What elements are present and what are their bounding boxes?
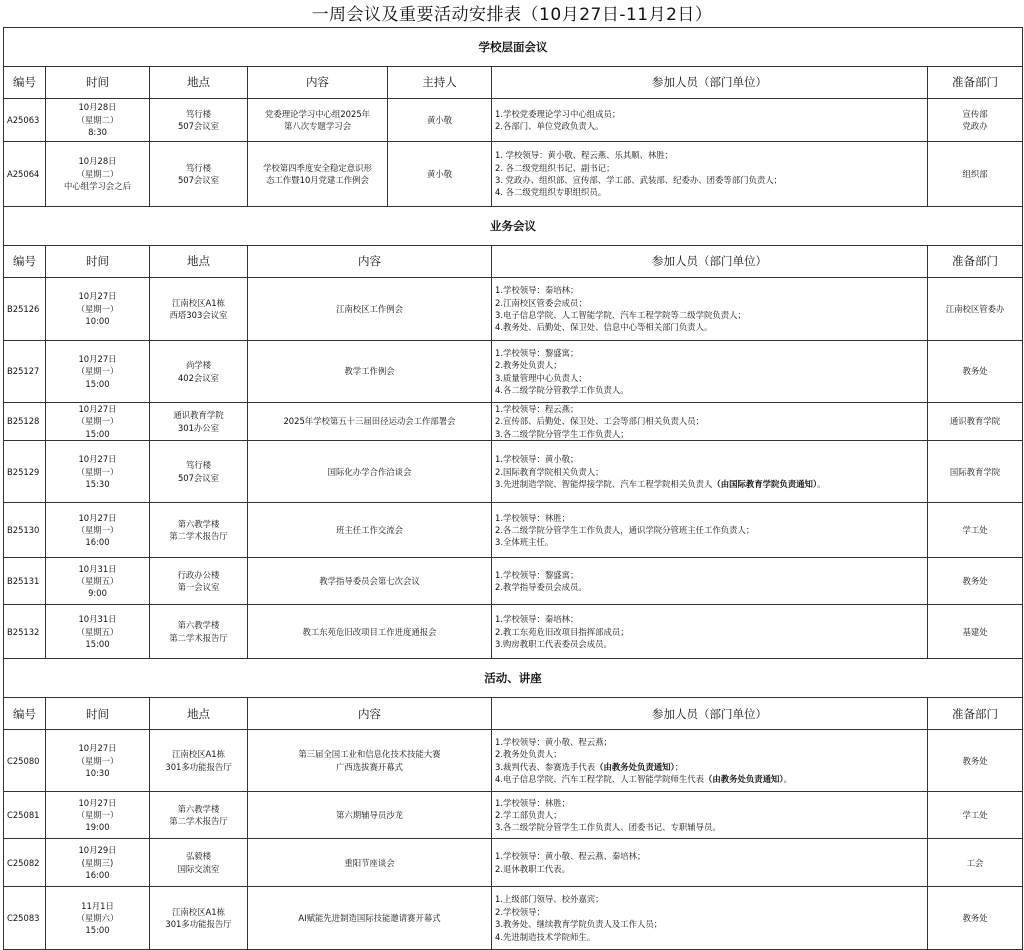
- dept-line: 宣传部: [962, 108, 988, 119]
- meeting-attendees: [492, 142, 928, 207]
- attendee-line: 1.学校领导：黄小敬、程云燕、秦培林；: [495, 851, 646, 862]
- column-header-content: 内容: [248, 67, 388, 99]
- time-line: （星期一）: [76, 303, 119, 314]
- preparing-department: [928, 441, 1023, 503]
- dept-line: 基建处: [962, 626, 988, 637]
- meeting-content: [248, 887, 492, 950]
- meeting-id: A25063: [4, 99, 46, 142]
- dept-line: 通识教育学院: [949, 416, 1001, 427]
- attendee-line: 4.各二级学院分管教学工作负责人。: [495, 384, 629, 395]
- content-line: 教工东苑危旧改项目工作进度通报会: [302, 626, 437, 637]
- meeting-place: [150, 441, 248, 503]
- table-row: [4, 605, 1023, 659]
- time-line: 10月27日: [78, 404, 117, 414]
- meeting-time: [46, 558, 150, 605]
- content-line: AI赋能先进制造国际技能邀请赛开幕式: [298, 913, 441, 924]
- attendee-line: 2.各部门、单位党政负责人。: [495, 121, 604, 131]
- meeting-attendees: [492, 792, 928, 839]
- time-line: 10月31日: [78, 614, 117, 625]
- column-header-row: [4, 698, 1023, 730]
- column-header-time: 时间: [46, 67, 150, 99]
- preparing-department: [928, 558, 1023, 605]
- meeting-attendees: [492, 341, 928, 403]
- time-line: 10月27日: [78, 743, 117, 754]
- dept-line: 工会: [966, 857, 984, 868]
- time-line: 10月27日: [78, 291, 117, 302]
- meeting-place: [150, 792, 248, 839]
- meeting-time: [46, 605, 150, 659]
- table-row: [4, 403, 1023, 441]
- attendee-line: 3.先进制造学院、智能焊接学院、汽车工程学院相关负责人（由国际教育学院负责通知）。: [495, 478, 826, 489]
- preparing-department: [928, 99, 1023, 142]
- attendee-line: 2.教务处负责人；: [495, 360, 562, 371]
- table-row: [4, 503, 1023, 558]
- content-line: 广西选拔赛开幕式: [336, 761, 403, 772]
- content-line: 第六期辅导员沙龙: [336, 810, 403, 821]
- meeting-time: [46, 839, 150, 887]
- meeting-place: [150, 730, 248, 792]
- content-line: 教学指导委员会第七次会议: [319, 576, 420, 587]
- place-line: 笃行楼: [185, 108, 212, 119]
- attendee-line: 1.学校领导：黄小敬；: [495, 454, 579, 465]
- attendee-line: 3.购房教职工代表委员会成员。: [495, 638, 612, 649]
- attendee-line: 1.上级部门领导、校外嘉宾；: [495, 894, 604, 905]
- attendee-line: 2.学工部负责人；: [495, 810, 562, 821]
- dept-line: 国际教育学院: [949, 466, 1001, 477]
- column-header-content: 内容: [248, 246, 492, 278]
- meeting-attendees: [492, 839, 928, 887]
- time-line: 10月28日: [78, 156, 117, 167]
- dept-line: 江南校区管委办: [945, 303, 1005, 314]
- meeting-place: [150, 558, 248, 605]
- attendee-line: 3.各二级学院分管学生工作负责人；: [495, 428, 629, 439]
- content-line: 重阳节座谈会: [344, 857, 395, 868]
- time-line: 10月31日: [78, 563, 117, 574]
- time-line: 10月27日: [78, 797, 117, 808]
- preparing-department: [928, 839, 1023, 887]
- time-line: （星期五）: [76, 626, 119, 637]
- time-line: （星期二）: [76, 114, 119, 125]
- attendee-line: 3.全体班主任。: [495, 537, 554, 548]
- attendee-line: 1.学校领导：秦培林；: [495, 285, 579, 296]
- time-line: （星期一）: [76, 416, 119, 427]
- time-line: 19:00: [85, 822, 110, 833]
- preparing-department: [928, 341, 1023, 403]
- column-header-id: 编号: [4, 67, 46, 99]
- content-line: 江南校区工作例会: [336, 303, 403, 314]
- time-line: 10月27日: [78, 454, 117, 465]
- column-header-time: 时间: [46, 698, 150, 730]
- attendee-line: 3.教务处、继续教育学院负责人及工作人员；: [495, 919, 663, 930]
- column-header-id: 编号: [4, 246, 46, 278]
- meeting-id: A25064: [4, 142, 46, 207]
- time-line: （星期一）: [76, 810, 119, 821]
- attendee-line: 1.学校党委理论学习中心组成员；: [495, 108, 621, 119]
- meeting-id: B25129: [4, 441, 46, 503]
- attendee-line: 2.江南校区管委会成员；: [495, 297, 587, 308]
- content-line: 态工作暨10月党建工作例会: [266, 175, 369, 185]
- meeting-content: [248, 142, 388, 207]
- meeting-attendees: [492, 887, 928, 950]
- place-line: 301办公室: [177, 422, 220, 433]
- content-line: 第八次专题学习会: [284, 121, 351, 131]
- meeting-id: B25128: [4, 403, 46, 441]
- meeting-content: [248, 341, 492, 403]
- section-title: 业务会议: [4, 207, 1023, 246]
- time-line: （星期一）: [76, 466, 119, 477]
- place-line: 西塔303会议室: [169, 310, 228, 320]
- meeting-time: [46, 278, 150, 341]
- preparing-department: [928, 887, 1023, 950]
- time-line: 10月28日: [78, 102, 117, 113]
- table-row: [4, 441, 1023, 503]
- column-header-content: 内容: [248, 698, 492, 730]
- time-line: 15:00: [85, 428, 110, 439]
- table-row: [4, 730, 1023, 792]
- meeting-time: [46, 142, 150, 207]
- meeting-place: [150, 99, 248, 142]
- meeting-host: 黄小敬: [388, 99, 492, 142]
- meeting-attendees: [492, 503, 928, 558]
- dept-line: 教务处: [962, 913, 988, 924]
- meeting-content: [248, 839, 492, 887]
- attendee-line: 2.教学指导委员会成员。: [495, 582, 587, 593]
- place-line: 第一会议室: [177, 582, 220, 593]
- attendee-line: 1.学校领导：林胜；: [495, 797, 570, 808]
- column-header-attendees: 参加人员（部门单位）: [492, 246, 928, 278]
- attendee-line: 2.各二级学院分管学生工作负责人，通识学院分管班主任工作负责人；: [495, 525, 755, 536]
- place-line: 笃行楼: [185, 460, 212, 471]
- place-line: 402会议室: [177, 372, 220, 383]
- attendee-line: 1.学校领导：黎盛寓；: [495, 569, 579, 580]
- time-line: 10:30: [85, 767, 110, 778]
- time-line: 15:00: [85, 378, 110, 389]
- section-header-row: [4, 28, 1023, 67]
- preparing-department: [928, 278, 1023, 341]
- preparing-department: [928, 142, 1023, 207]
- preparing-department: [928, 403, 1023, 441]
- attendee-line: 2. 各二级党组织书记、副书记；: [495, 162, 615, 173]
- meeting-place: [150, 839, 248, 887]
- meeting-content: [248, 403, 492, 441]
- place-line: 301多功能报告厅: [165, 761, 232, 772]
- column-header-place: 地点: [150, 246, 248, 278]
- time-line: （星期二）: [76, 168, 119, 179]
- meeting-attendees: [492, 99, 928, 142]
- preparing-department: [928, 792, 1023, 839]
- attendee-line: 4.先进制造技术学院师生。: [495, 931, 596, 942]
- content-line: 第三届全国工业和信息化技术技能大赛: [298, 749, 441, 760]
- meeting-place: [150, 605, 248, 659]
- time-line: 10月29日: [78, 845, 117, 856]
- time-line: 15:30: [85, 478, 110, 489]
- time-line: （星期一）: [76, 755, 119, 766]
- attendee-line: 1.学校领导：黄小敬、程云燕；: [495, 736, 612, 747]
- content-line: 2025年学校第五十三届田径运动会工作部署会: [283, 416, 456, 427]
- meeting-time: [46, 792, 150, 839]
- attendee-line: 2.学校领导；: [495, 906, 545, 917]
- schedule-table: [3, 27, 1023, 950]
- time-line: 15:00: [85, 925, 110, 936]
- dept-line: 教务处: [962, 755, 988, 766]
- content-line: 学校第四季度安全稳定意识形: [263, 162, 372, 173]
- dept-line: 教务处: [962, 366, 988, 377]
- meeting-time: [46, 730, 150, 792]
- place-line: 江南校区A1栋: [172, 297, 225, 308]
- meeting-attendees: [492, 278, 928, 341]
- table-row: [4, 558, 1023, 605]
- place-line: 第六教学楼: [177, 518, 220, 529]
- attendee-line: 1.学校领导：林胜；: [495, 512, 570, 523]
- time-line: 16:00: [85, 869, 110, 880]
- column-header-place: 地点: [150, 698, 248, 730]
- time-line: 10月27日: [78, 353, 117, 364]
- time-line: 10:00: [85, 316, 110, 327]
- time-line: （星期一）: [76, 366, 119, 377]
- meeting-place: [150, 341, 248, 403]
- place-line: 第六教学楼: [177, 803, 220, 814]
- attendee-line: 3. 党政办、组织部、宣传部、学工部、武装部、纪委办、团委等部门负责人；: [495, 175, 783, 185]
- attendee-line: 1.学校领导：秦培林；: [495, 614, 579, 625]
- place-line: 507会议室: [177, 121, 220, 131]
- meeting-attendees: [492, 403, 928, 441]
- attendee-line: 1.学校领导：黎盛寓；: [495, 347, 579, 358]
- meeting-attendees: [492, 558, 928, 605]
- table-row: [4, 839, 1023, 887]
- attendee-line: 1.学校领导：程云燕；: [495, 404, 579, 414]
- column-header-id: 编号: [4, 698, 46, 730]
- meeting-content: [248, 558, 492, 605]
- attendee-line: 2.退休教职工代表。: [495, 863, 570, 874]
- meeting-time: [46, 341, 150, 403]
- attendee-line: 1. 学校领导：黄小敬、程云燕、乐其顺、林胜；: [495, 150, 674, 161]
- place-line: 江南校区A1栋: [172, 906, 225, 917]
- meeting-content: [248, 99, 388, 142]
- dept-line: 学工处: [962, 810, 988, 821]
- column-header-dept: 准备部门: [928, 67, 1023, 99]
- place-line: 弘毅楼: [185, 851, 212, 862]
- section-header-row: [4, 659, 1023, 698]
- time-line: 10月27日: [78, 512, 117, 523]
- meeting-content: [248, 503, 492, 558]
- meeting-time: [46, 99, 150, 142]
- meeting-content: [248, 792, 492, 839]
- meeting-id: C25081: [4, 792, 46, 839]
- section-header-row: [4, 207, 1023, 246]
- document-title: 一周会议及重要活动安排表（10月27日-11月2日）: [311, 5, 713, 25]
- content-line: 班主任工作交流会: [336, 525, 403, 536]
- place-line: 第二学术报告厅: [169, 816, 228, 827]
- attendee-line: 2.国际教育学院相关负责人；: [495, 466, 604, 477]
- dept-line: 教务处: [962, 576, 988, 587]
- table-row: [4, 341, 1023, 403]
- meeting-id: C25082: [4, 839, 46, 887]
- meeting-id: C25083: [4, 887, 46, 950]
- table-row: [4, 142, 1023, 207]
- content-line: 教学工作例会: [344, 366, 395, 377]
- dept-line: 组织部: [962, 168, 988, 179]
- place-line: 通识教育学院: [173, 410, 224, 421]
- meeting-id: B25126: [4, 278, 46, 341]
- attendee-line: 4. 各二级党组织专职组织员。: [495, 187, 607, 198]
- meeting-time: [46, 503, 150, 558]
- time-line: 16:00: [85, 537, 110, 548]
- place-line: 301多功能报告厅: [165, 919, 232, 930]
- attendee-line: 2.宣传部、后勤处、保卫处、工会等部门相关负责人员；: [495, 416, 704, 427]
- time-line: (星期三): [81, 857, 114, 868]
- section-title: 活动、讲座: [4, 659, 1023, 698]
- column-header-row: [4, 67, 1023, 99]
- meeting-content: [248, 278, 492, 341]
- content-line: 党委理论学习中心组2025年: [264, 108, 371, 119]
- attendee-line: 3.各二级学院分管学生工作负责人、团委书记、专职辅导员。: [495, 822, 721, 833]
- place-line: 行政办公楼: [177, 569, 220, 580]
- column-header-dept: 准备部门: [928, 698, 1023, 730]
- attendee-line: 4.电子信息学院、汽车工程学院、人工智能学院师生代表（由教务处负责通知）。: [495, 774, 792, 785]
- time-line: 8:30: [88, 127, 107, 138]
- attendee-line: 3.质量管理中心负责人；: [495, 372, 587, 383]
- column-header-dept: 准备部门: [928, 246, 1023, 278]
- meeting-attendees: [492, 441, 928, 503]
- column-header-host: 主持人: [388, 67, 492, 99]
- meeting-attendees: [492, 605, 928, 659]
- notice-emphasis: （由国际教育学院负责通知）: [712, 478, 818, 489]
- column-header-attendees: 参加人员（部门单位）: [492, 67, 928, 99]
- place-line: 尚学楼: [185, 360, 212, 371]
- time-line: 15:00: [85, 638, 110, 649]
- attendee-line: 2.教务处负责人；: [495, 749, 562, 760]
- time-line: 9:00: [88, 588, 107, 599]
- time-line: 中心组学习会之后: [64, 181, 131, 192]
- time-line: 11月1日: [81, 900, 114, 911]
- column-header-time: 时间: [46, 246, 150, 278]
- meeting-time: [46, 441, 150, 503]
- place-line: 第二学术报告厅: [169, 632, 228, 643]
- meeting-content: [248, 441, 492, 503]
- meeting-id: B25132: [4, 605, 46, 659]
- meeting-time: [46, 887, 150, 950]
- meeting-host: 黄小敬: [388, 142, 492, 207]
- meeting-id: C25080: [4, 730, 46, 792]
- content-line: 国际化办学合作洽谈会: [327, 466, 412, 477]
- meeting-time: [46, 403, 150, 441]
- meeting-place: [150, 278, 248, 341]
- table-row: [4, 792, 1023, 839]
- column-header-attendees: 参加人员（部门单位）: [492, 698, 928, 730]
- place-line: 国际交流室: [177, 863, 220, 874]
- meeting-id: B25127: [4, 341, 46, 403]
- place-line: 江南校区A1栋: [172, 749, 225, 760]
- table-row: [4, 887, 1023, 950]
- time-line: （星期五）: [76, 576, 119, 587]
- table-row: [4, 99, 1023, 142]
- place-line: 第六教学楼: [177, 620, 220, 631]
- preparing-department: [928, 503, 1023, 558]
- meeting-id: B25131: [4, 558, 46, 605]
- time-line: （星期一）: [76, 525, 119, 536]
- meeting-id: B25130: [4, 503, 46, 558]
- time-line: （星期六）: [76, 913, 119, 924]
- meeting-content: [248, 730, 492, 792]
- table-row: [4, 278, 1023, 341]
- meeting-content: [248, 605, 492, 659]
- meeting-place: [150, 403, 248, 441]
- column-header-row: [4, 246, 1023, 278]
- notice-emphasis: （由教务处负责通知）: [704, 774, 784, 785]
- place-line: 507会议室: [177, 175, 220, 185]
- place-line: 第二学术报告厅: [169, 531, 228, 542]
- meeting-place: [150, 887, 248, 950]
- column-header-place: 地点: [150, 67, 248, 99]
- preparing-department: [928, 605, 1023, 659]
- dept-line: 学工处: [962, 525, 988, 536]
- dept-line: 党政办: [962, 121, 988, 131]
- meeting-place: [150, 142, 248, 207]
- preparing-department: [928, 730, 1023, 792]
- attendee-line: 4.教务处、后勤处、保卫处、信息中心等相关部门负责人。: [495, 322, 713, 333]
- attendee-line: 2.教工东苑危旧改项目指挥部成员；: [495, 626, 629, 637]
- meeting-attendees: [492, 730, 928, 792]
- place-line: 笃行楼: [185, 162, 212, 173]
- section-title: 学校层面会议: [4, 28, 1023, 67]
- attendee-line: 3.电子信息学院、人工智能学院、汽车工程学院等二级学院负责人；: [495, 310, 746, 320]
- attendee-line: 3.裁判代表、参赛选手代表（由教务处负责通知）；: [495, 761, 684, 772]
- notice-emphasis: （由教务处负责通知）: [595, 761, 675, 772]
- meeting-place: [150, 503, 248, 558]
- place-line: 507会议室: [177, 472, 220, 483]
